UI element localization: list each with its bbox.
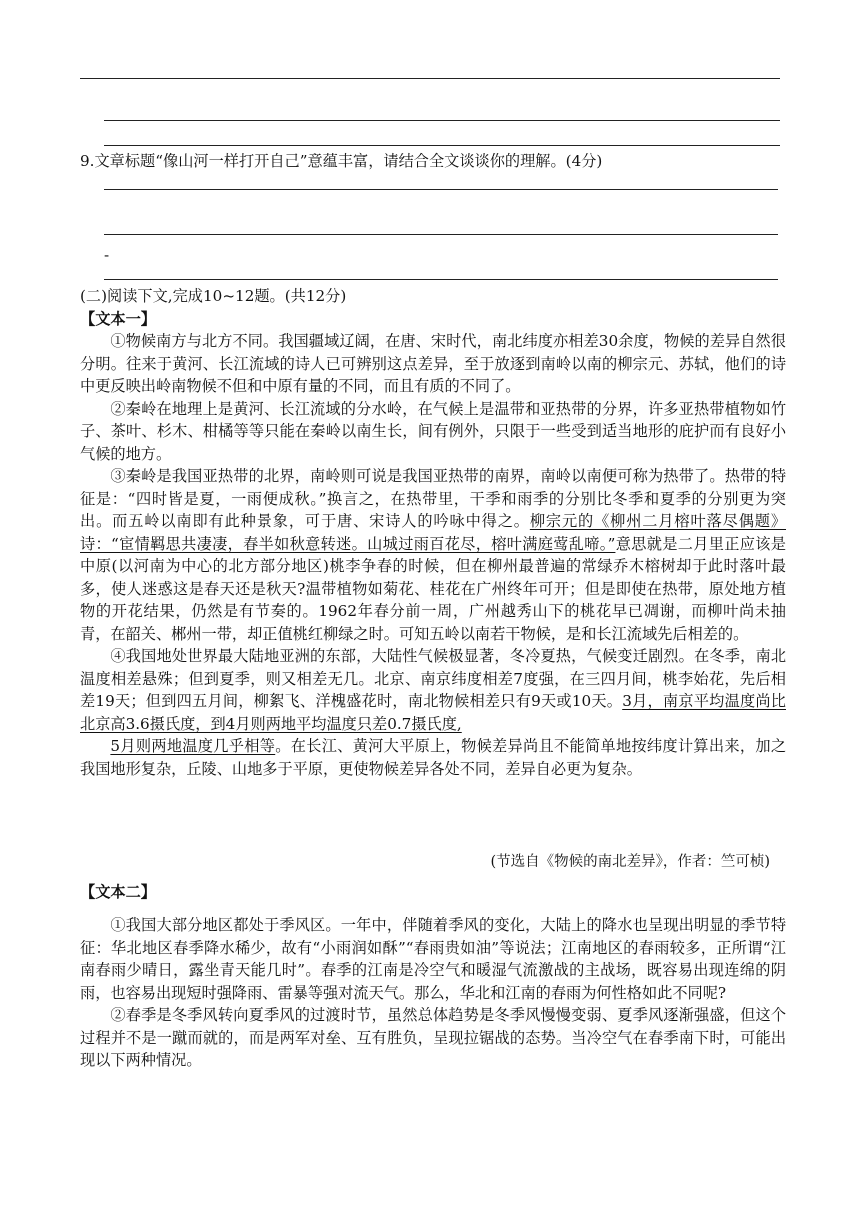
answer-line	[104, 120, 780, 121]
answer-line	[104, 279, 778, 280]
p4-text-a: ④我国地处世界最大陆地亚洲的东部，大陆性气候极显著，冬冷夏热，气候变迁剧烈。在冬季，南北温度相差悬殊；但到夏季，则又相差无几。北京、南京纬度相差7度强，在三四月间，桃李始花，先后相差19天；但到四五月间，柳絮飞、洋槐盛花时，南北物候相差只有9天或10天。	[80, 647, 786, 710]
question-9: 9.文章标题“像山河一样打开自己”意蕴丰富，请结合全文谈谈你的理解。(4分)	[80, 152, 603, 170]
answer-line	[104, 189, 778, 190]
text2-label: 【文本二】	[80, 883, 156, 901]
text1-paragraph-2: ②秦岭在地理上是黄河、长江流域的分水岭，在气候上是温带和亚热带的分界，许多亚热带植物如竹子、茶叶、杉木、柑橘等等只能在秦岭以南生长，间有例外，只限于一些受到适当地形的庇护而有良好小气候的地方。	[80, 399, 786, 463]
section-intro: (二)阅读下文,完成10~12题。(共12分)	[80, 287, 347, 305]
text1-paragraph-3	[80, 465, 786, 645]
p3-underlined-quote: 柳宗元的《柳州二月榕叶落尽偶题》诗：“宦情羁思共凄凄，春半如秋意转迷。山城过雨百花尽，榕叶满庭莺乱啼。”	[80, 512, 787, 553]
answer-line	[104, 145, 780, 146]
source-citation: (节选自《物候的南北差异》，作者：竺可桢)	[490, 854, 770, 870]
text1-paragraph-1: ①物候南方与北方不同。我国疆域辽阔，在唐、宋时代，南北纬度亦相差30余度，物候的差异自然很分明。往来于黄河、长江流域的诗人已可辨别这点差异，至于放逐到南岭以南的柳宗元、苏轼，他们的诗中更反映出岭南物候不但和中原有量的不同，而且有质的不同了。	[80, 332, 786, 395]
text2-body	[80, 914, 786, 1072]
text1-paragraph-4	[80, 645, 786, 735]
p5-underlined-sentence: 5月则两地温度几乎相等	[110, 737, 276, 755]
text1-label: 【文本一】	[80, 310, 156, 328]
answer-line	[104, 234, 778, 235]
p5-text-b: 。在长江、黄河大平原上，物候差异尚且不能简单地按纬度计算出来，加之我国地形复杂，丘陵、山地多于平原，更使物候差异各处不同，差异自必更为复杂。	[80, 737, 787, 778]
dash-mark: -	[104, 246, 110, 264]
text1-body	[80, 330, 786, 780]
p3-text-b: 意思就是二月里正应该是中原(以河南为中心的北方部分地区)桃李争春的时候，但在柳州最普遍的常绿乔木榕树却于此时落叶最多，使人迷惑这是春天还是秋天?温带植物如菊花、桂花在广州终年可开；但是即使在热带，原处地方植物的开花结果，仍然是有节奏的。1962年春分前一周，广州越秀山下的桃花早已凋谢，而柳叶尚未抽青，在韶关、郴州一带，却正值桃红柳绿之时。可知五岭以南若干物候，是和长江流域先后相差的。	[80, 534, 786, 643]
text2-paragraph-2: ②春季是冬季风转向夏季风的过渡时节，虽然总体趋势是冬季风慢慢变弱、夏季风逐渐强盛，但这个过程并不是一蹴而就的，而是两军对垒、互有胜负，呈现拉锯战的态势。当冷空气在春季南下时，可能出现以下两种情况。	[80, 1006, 786, 1069]
text1-paragraph-5	[80, 735, 786, 780]
top-rule	[80, 78, 780, 79]
p4-underlined-sentence: 3月，南京平均温度尚比北京高3.6摄氏度，到4月则两地平均温度只差0.7摄氏度,	[80, 692, 786, 733]
p3-text-a: ③秦岭是我国亚热带的北界，南岭则可说是我国亚热带的南界，南岭以南便可称为热带了。热带的特征是：“四时皆是夏，一雨便成秋。”换言之，在热带里，干季和雨季的分别比冬季和夏季的分别更为突出。而五岭以南即有此种景象，可于唐、宋诗人的吟咏中得之。	[80, 467, 786, 530]
text2-paragraph-1: ①我国大部分地区都处于季风区。一年中，伴随着季风的变化，大陆上的降水也呈现出明显的季节特征：华北地区春季降水稀少，故有“小雨润如酥”“春雨贵如油”等说法；江南地区的春雨较多，正所谓“江南春雨少晴日，露坐青天能几时”。春季的江南是冷空气和暖湿气流激战的主战场，既容易出现连绵的阴雨，也容易出现短时强降雨、雷暴等强对流天气。那么，华北和江南的春雨为何性格如此不同呢?	[80, 916, 786, 1002]
